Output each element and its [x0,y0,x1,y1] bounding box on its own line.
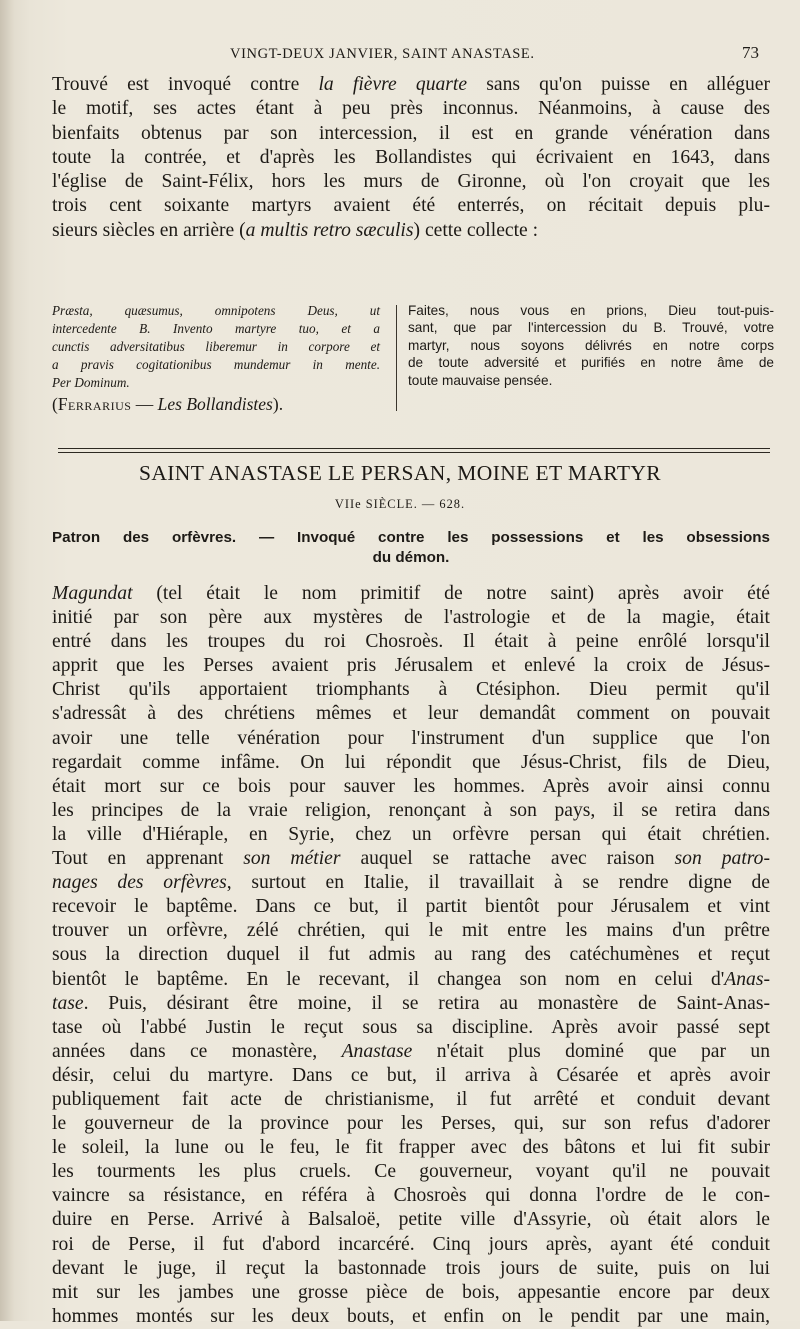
intro-text: sans qu'on puisse en alléguer [467,74,770,95]
section-title: SAINT ANASTASE LE PERSAN, MOINE ET MARTYR [138,461,662,485]
body-line [52,751,770,775]
body-text: années dans ce monastère, [52,1040,342,1062]
latin-prayer-line: a pravis cogitationibus mundemur in mente. [52,357,380,372]
body-paragraph [52,582,770,1329]
body-line [52,775,770,799]
body-text: apprit que les Perses avaient pris Jérusalem et enlevé la croix de Jésus- [52,655,770,677]
body-line [52,871,770,895]
body-text: son patro- [674,848,770,870]
body-line [52,895,770,919]
latin-prayer-line: Præsta, quæsumus, omnipotens Deus, ut [52,303,380,318]
body-text: avoir une telle vénération pour l'instrument d'un supplice que l'on [52,727,770,749]
body-text: hommes montés sur les deux bouts, et enfin on le pendit par une main, [52,1305,770,1327]
body-line [52,678,770,702]
intro-text: l'église de Saint-Félix, hors les murs de Gironne, où l'on croyait que les [52,171,770,193]
section-rule-top [58,448,770,449]
body-line [52,919,770,943]
patronage-text-2: du démon. [372,549,450,566]
citation-author: Ferrarius [57,394,132,414]
section-rule-bottom [58,452,770,453]
intro-line [52,219,770,243]
body-line [52,1112,770,1136]
body-line [52,1088,770,1112]
citation-dash: — [131,394,158,414]
body-line [52,1305,770,1329]
body-line [52,1064,770,1088]
body-line [52,582,770,606]
body-text: vaincre sa résistance, en référa à Chosroès qui donna l'ordre de le con- [52,1185,770,1207]
page-binding-edge [0,0,14,1321]
body-text: nages des orfèvres [52,872,227,894]
body-text: son métier [243,848,341,870]
intro-text: la fièvre quarte [318,74,468,95]
body-text: désir, celui du martyre. Dans ce but, il arriva à Césarée et après avoir [52,1064,770,1086]
body-line [52,630,770,654]
intro-line [52,97,770,121]
body-text: Tout en apprenant [52,848,244,870]
body-line [52,799,770,823]
intro-text: le motif, ses actes étant à peu près inconnus. Néanmoins, à cause des [52,98,770,120]
body-text: Magundat [52,583,133,604]
body-line [52,1184,770,1208]
body-line [52,702,770,726]
french-prayer-line: sant, que par l'intercession du B. Trouvé, votre [408,320,774,336]
latin-prayer-line: Per Dominum. [52,375,130,390]
body-line [52,1040,770,1064]
body-text: bientôt le baptême. En le recevant, il changea son nom en celui d' [52,968,725,990]
intro-text: toute la contrée, et d'après les Bollandistes qui écrivaient en 1643, dans [52,146,770,168]
body-line [52,847,770,871]
body-line [52,992,770,1016]
running-head: VINGT-DEUX JANVIER, SAINT ANASTASE. [230,46,535,62]
citation-close: ). [272,394,284,414]
body-text: mit sur les jambes une grosse pièce de bois, appesantie encore par deux [52,1281,770,1303]
intro-text: a multis retro sæculis [245,219,414,241]
body-line [52,1233,770,1257]
body-text: le gouverneur de la province pour les Perses, qui, sur son refus d'adorer [52,1113,770,1135]
citation-work: Les Bollandistes [157,394,273,414]
intro-paragraph [52,73,770,243]
body-line [52,1257,770,1281]
intro-text: ) cette collecte : [413,219,539,241]
body-text: duire en Perse. Arrivé à Balsaloë, petite ville d'Assyrie, où était alors le [52,1209,770,1231]
body-text: devant le juge, il reçut la bastonnade trois jours de suite, puis on lui [52,1257,770,1279]
intro-text: Trouvé est invoqué contre [52,74,319,95]
column-divider [396,305,397,411]
body-line [52,1016,770,1040]
body-line [52,1136,770,1160]
intro-line [52,194,770,218]
body-text: le soleil, la lune ou le feu, le fit frapper avec des bâtons et lui fit subir [52,1137,770,1159]
body-text: tase [52,992,84,1014]
intro-line [52,73,770,97]
body-line [52,606,770,630]
section-century: VIIe SIÈCLE. — 628. [334,497,466,511]
body-text: auquel se rattache avec raison [340,848,675,870]
body-line [52,968,770,992]
body-line [52,727,770,751]
intro-line [52,122,770,146]
body-text: publiquement fait acte de christianisme, il fut arrêté et conduit devant [52,1088,770,1110]
citation-open: ( [52,394,58,414]
body-line [52,943,770,967]
intro-line [52,146,770,170]
body-text: les tourments les plus cruels. Ce gouverneur, voyant qu'il ne pouvait [52,1161,770,1183]
latin-prayer-line: cunctis adversitatibus liberemur in corpore et [52,339,380,354]
body-text: la ville d'Hiéraple, en Syrie, chez un orfèvre persan qui était chrétien. [52,823,770,845]
intro-text: trois cent soixante martyrs avaient été enterrés, on récitait depuis plu- [52,195,770,217]
body-text: les principes de la vraie religion, renonçant à son pays, il se retira dans [52,799,770,821]
latin-prayer-line: intercedente B. Invento martyre tuo, et a [52,321,380,336]
body-text: , surtout en Italie, il travaillait à se rendre digne de [226,872,770,894]
body-text: Anas- [724,968,770,990]
intro-text: bienfaits obtenus par son intercession, il est en grande vénération dans [52,122,770,144]
body-text: recevoir le baptême. Dans ce but, il partit bientôt pour Jérusalem et vint [52,896,770,918]
source-citation [52,394,283,415]
french-prayer-line: Faites, nous vous en prions, Dieu tout-puis- [408,303,774,318]
body-text: sous la direction duquel il fut admis au rang des catéchumènes et reçut [52,944,770,966]
body-text: (tel était le nom primitif de notre saint) après avoir été [132,583,770,604]
body-text: était mort sur ce bois pour sauver les hommes. Après avoir ainsi connu [52,775,770,797]
body-line [52,1160,770,1184]
body-text: tase où l'abbé Justin le reçut sous sa discipline. Après avoir passé sept [52,1016,770,1038]
latin-prayer [52,302,380,392]
body-text: Anastase [341,1040,413,1062]
body-line [52,1281,770,1305]
patronage-line [52,528,770,568]
intro-line [52,170,770,194]
body-text: entré dans les troupes du roi Chosroès. Il était à peine enrôlé lorsqu'il [52,631,770,653]
body-text: regardait comme infâme. On lui répondit que Jésus-Christ, fils de Dieu, [52,751,770,773]
body-text: initié par son père aux mystères de l'astrologie et de la magie, était [52,607,770,629]
body-text: trouver un orfèvre, zélé chrétien, qui le mit entre les mains d'un prêtre [52,920,770,942]
page-number: 73 [742,43,759,62]
french-prayer-line: martyr, nous soyons délivrés en notre corps [408,337,774,353]
body-text: roi de Perse, il fut d'abord incarcéré. Cinq jours après, ayant été conduit [52,1233,770,1255]
body-text: n'était plus dominé que par un [412,1040,770,1062]
body-text: Christ qu'ils apportaient triomphants à Ctésiphon. Dieu permit qu'il [52,679,770,701]
body-line [52,654,770,678]
french-prayer [408,302,774,389]
body-text: s'adressât à des chrétiens mêmes et leur demandât comment on pouvait [52,703,770,725]
body-line [52,823,770,847]
patronage-text-1: Patron des orfèvres. — Invoqué contre les possessions et les obsessions [52,529,770,546]
intro-text: sieurs siècles en arrière ( [52,219,246,241]
french-prayer-line: de toute adversité et purifiés en notre âme de [408,355,774,371]
body-line [52,1208,770,1232]
french-prayer-line: toute mauvaise pensée. [408,372,553,388]
body-text: . Puis, désirant être moine, il se retira au monastère de Saint-Anas- [83,992,770,1014]
